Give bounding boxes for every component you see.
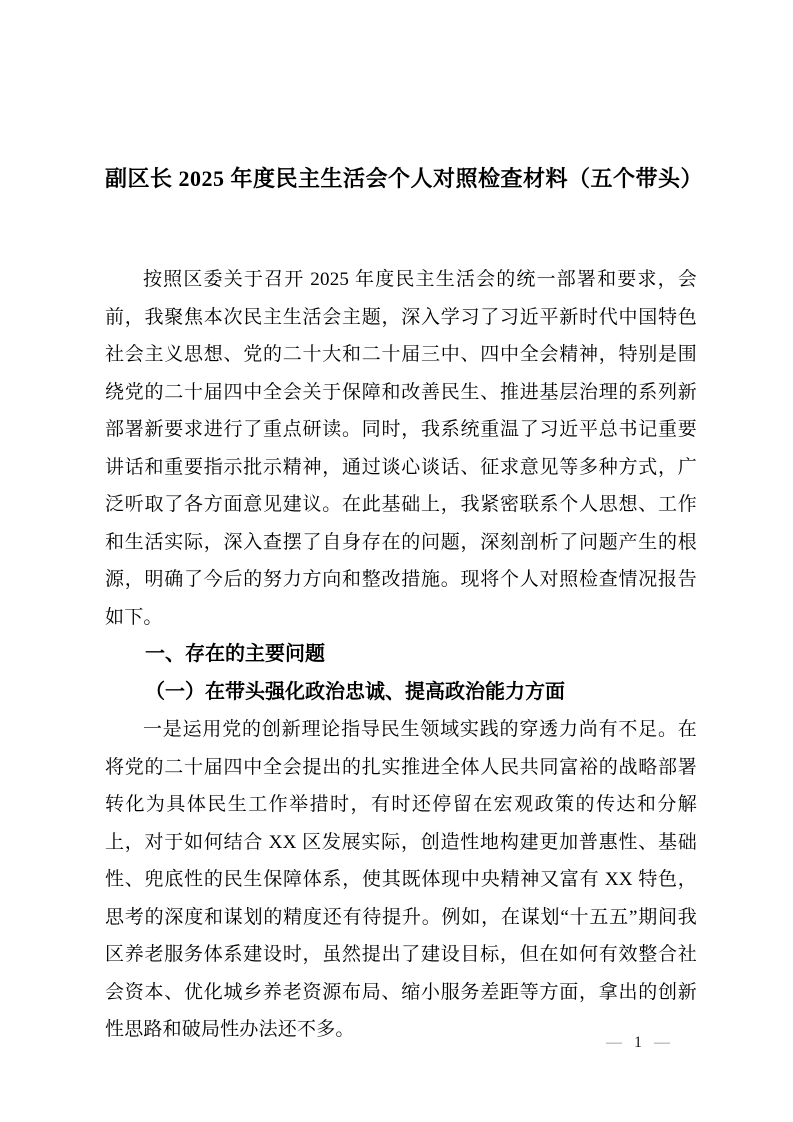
footer-left-dash: — [606, 1034, 622, 1051]
subsection1-heading: （一）在带头强化政治忠诚、提高政治能力方面 [145, 680, 565, 703]
subsection1-body-paragraph: 一是运用党的创新理论指导民生领域实践的穿透力尚有不足。在将党的二十届四中全会提出的扎实推进全体人民共同富裕的战略部署转化为具体民生工作举措时，有时还停留在宏观政策的传达和分解上，对于如何结合 XX 区发展实际，创造性地构建更加普惠性、基础性、兜底性的民生保障体系，使其既体现中央精神又富有 XX 特色，思考的深度和谋划的精度还有待提升。例如，在谋划“十五五”期间我区养老服务体系建设时，虽然提出了建设目标，但在如何有效整合社会资本、优化城乡养老资源布局、缩小服务差距等方面，拿出的创新性思路和破局性办法还不多。 [105, 719, 697, 1040]
section1-heading: 一、存在的主要问题 [145, 643, 325, 665]
page-number: 1 [634, 1034, 642, 1051]
page-footer [606, 1033, 670, 1053]
intro-paragraph: 按照区委关于召开 2025 年度民主生活会的统一部署和要求，会前，我聚焦本次民主生活会主题，深入学习了习近平新时代中国特色社会主义思想、党的二十大和二十届三中、四中全会精神，特别是围绕党的二十届四中全会关于保障和改善民生、推进基层治理的系列新部署新要求进行了重点研读。同时，我系统重温了习近平总书记重要讲话和重要指示批示精神，通过谈心谈话、征求意见等多种方式，广泛听取了各方面意见建议。在此基础上，我紧密联系个人思想、工作和生活实际，深入查摆了自身存在的问题，深刻剖析了问题产生的根源，明确了今后的努力方向和整改措施。现将个人对照检查情况报告如下。 [105, 269, 697, 628]
footer-right-dash: — [654, 1034, 670, 1051]
document-title: 副区长 2025 年度民主生活会个人对照检查材料（五个带头） [105, 166, 704, 191]
document-content [105, 0, 704, 1049]
